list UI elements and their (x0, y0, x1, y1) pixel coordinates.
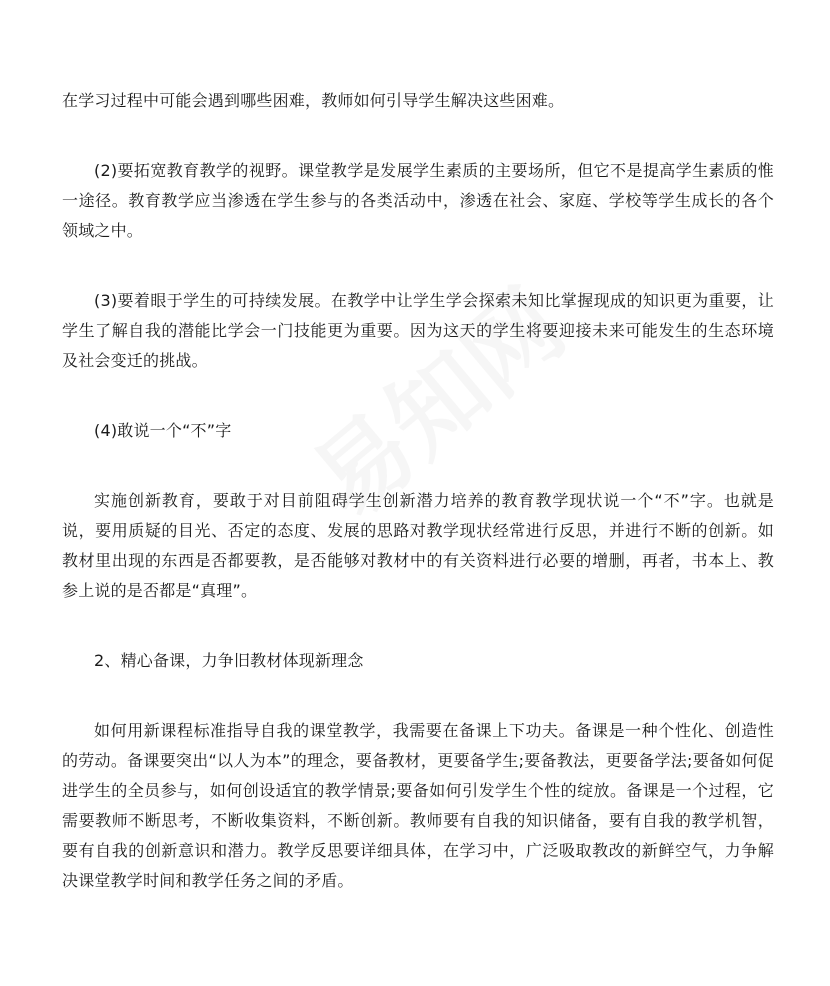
heading-lesson-preparation: 2、精心备课，力争旧教材体现新理念 (94, 651, 364, 670)
heading-dare-say-no: (4)敢说一个“不”字 (94, 421, 232, 440)
paragraph-lesson-preparation: 如何用新课程标准指导自我的课堂教学，我需要在备课上下功夫。备课是一种个性化、创造性的劳动。备课要突出“以人为本”的理念，要备教材，更要备学生;要备教法，更要备学法;要备如何促进学生的全员参与，如何创设适宜的教学情景;要备如何引发学生个性的绽放。备课是一个过程，它需要教师不断思考，不断收集资料，不断创新。教师要有自我的知识储备，要有自我的教学机智，要有自我的创新意识和潜力。教学反思要详细具体，在学习中，广泛吸取教改的新鲜空气，力争解决课堂教学时间和教学任务之间的矛盾。 (62, 721, 774, 890)
paragraph-broaden-vision: (2)要拓宽教育教学的视野。课堂教学是发展学生素质的主要场所，但它不是提高学生素质的惟一途径。教育教学应当渗透在学生参与的各类活动中，渗透在社会、家庭、学校等学生成长的各个领域之中。 (62, 161, 774, 240)
paragraph-continuation: 在学习过程中可能会遇到哪些困难，教师如何引导学生解决这些困难。 (62, 91, 565, 110)
paragraph-innovative-education: 实施创新教育，要敢于对目前阻碍学生创新潜力培养的教育教学现状说一个“不”字。也就是说，要用质疑的目光、否定的态度、发展的思路对教学现状经常进行反思，并进行不断的创新。如教材里出现的东西是否都要教，是否能够对教材中的有关资料进行必要的增删，再者，书本上、教参上说的是否都是“真理”。 (62, 491, 774, 600)
paragraph-sustainable-development: (3)要着眼于学生的可持续发展。在教学中让学生学会探索未知比掌握现成的知识更为重要，让学生了解自我的潜能比学会一门技能更为重要。因为这天的学生将要迎接未来可能发生的生态环境及社会变迁的挑战。 (62, 291, 774, 370)
document-body (62, 86, 774, 936)
